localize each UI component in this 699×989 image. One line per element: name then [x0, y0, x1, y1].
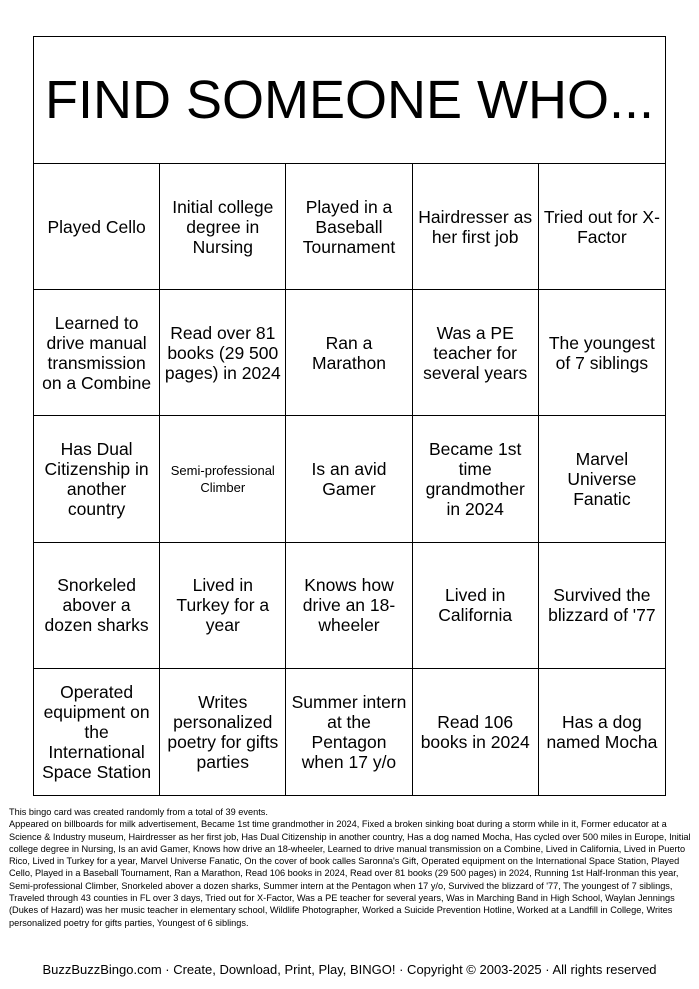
- bingo-cell: The youngest of 7 siblings: [539, 290, 665, 416]
- bingo-cell: Writes personalized poetry for gifts parties: [160, 669, 286, 795]
- bingo-cell: Has Dual Citizenship in another country: [34, 416, 160, 542]
- bingo-cell: Played in a Baseball Tournament: [286, 164, 412, 290]
- bingo-cell: Became 1st time grandmother in 2024: [413, 416, 539, 542]
- events-text: Appeared on billboards for milk advertisement, Became 1st time grandmother in 2024, Fixed a broken sinking boat during a storm while in it, Former educator at a Science & Industry museum, Hairdresser as her first job, Has Dual Citizenship in another country, Has a dog named Mocha, Has cycled over 500 miles in Europe, Initial college degree in Nursing, Is an avid Gamer, Knows how drive an 18-wheeler, Learned to drive manual transmission on a Combine, Lived in California, Lived in Puerto Rico, Lived in Turkey for a year, Marvel Universe Fanatic, On the cover of book calles Saronna's Gift, Operated equipment on the International Space Station, Played Cello, Played in a Baseball Tournament, Ran a Marathon, Read 106 books in 2024, Read over 81 books (29 500 pages) in 2024, Running 1st Half-Ironman this year, Semi-professional Climber, Snorkeled abover a dozen sharks, Summer intern at the Pentagon when 17 y/o, Survived the blizzard of '77, The youngest of 7 siblings, Traveled through 43 counties in FL over 3 days, Tried out for X-Factor, Was a PE teacher for several years, Was in Marching Band in High School, Waylan Jennings (Dukes of Hazard) was her music teacher in elementary school, Wildlife Photographer, Worked a Suicide Prevention Hotline, Worked at a Landfill in College, Writes personalized poetry for gifts parties, Youngest of 6 siblings.: [9, 819, 691, 928]
- created-note: This bingo card was created randomly from a total of 39 events.: [9, 807, 268, 817]
- bingo-cell: Tried out for X-Factor: [539, 164, 665, 290]
- bingo-cell: Read 106 books in 2024: [413, 669, 539, 795]
- bingo-grid: [34, 164, 665, 795]
- bingo-cell: Operated equipment on the International Space Station: [34, 669, 160, 795]
- bingo-cell: Summer intern at the Pentagon when 17 y/o: [286, 669, 412, 795]
- bingo-cell: Knows how drive an 18-wheeler: [286, 543, 412, 669]
- bingo-cell: Snorkeled abover a dozen sharks: [34, 543, 160, 669]
- bingo-cell: Survived the blizzard of '77: [539, 543, 665, 669]
- bingo-cell: Initial college degree in Nursing: [160, 164, 286, 290]
- bingo-cell: Read over 81 books (29 500 pages) in 2024: [160, 290, 286, 416]
- bingo-cell: Ran a Marathon: [286, 290, 412, 416]
- bingo-card: [33, 36, 666, 796]
- bingo-cell: Has a dog named Mocha: [546, 711, 658, 752]
- bingo-cell: Was a PE teacher for several years: [413, 290, 539, 416]
- bingo-cell: Semi-professional Climber: [160, 416, 286, 542]
- bingo-cell: Marvel Universe Fanatic: [539, 416, 665, 542]
- card-title: FIND SOMEONE WHO...: [34, 37, 665, 164]
- bingo-cell: Hairdresser as her first job: [413, 164, 539, 290]
- bingo-cell: Learned to drive manual transmission on a Combine: [34, 290, 160, 416]
- bingo-cell: Played Cello: [34, 164, 160, 290]
- bingo-cell: Lived in California: [413, 543, 539, 669]
- footer-copyright: BuzzBuzzBingo.com · Create, Download, Print, Play, BINGO! · Copyright © 2003-2025 · All rights reserved: [42, 962, 657, 977]
- event-list: [9, 806, 691, 929]
- bingo-cell: Lived in Turkey for a year: [160, 543, 286, 669]
- bingo-cell: Is an avid Gamer: [286, 416, 412, 542]
